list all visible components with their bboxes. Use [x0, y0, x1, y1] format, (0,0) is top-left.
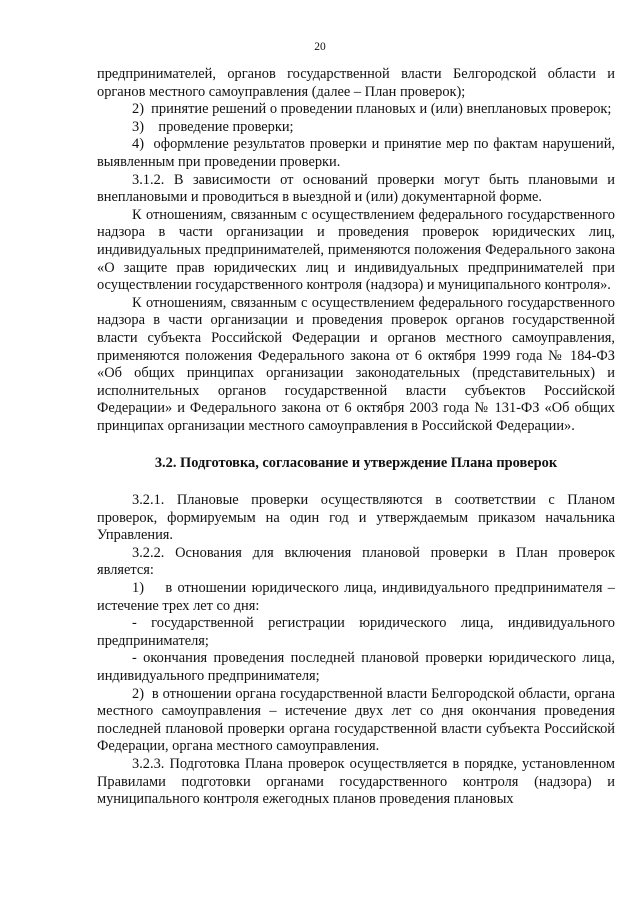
spacer: [97, 473, 615, 492]
dash-item-registration: - государственной регистрации юридического лица, индивидуального предпринимателя;: [97, 615, 615, 649]
list-item-4: 4) оформление результатов проверки и принятие мер по фактам нарушений, выявленным при проведении проверки.: [97, 136, 615, 170]
paragraph-federal-law-business: К отношениям, связанным с осуществлением федерального государственного надзора в части организации и проведения проверок юридических лиц, индивидуальных предпринимателей, применяются положения Федерального закона «О защите прав юридических лиц и индивидуальных предпринимателей при осуществлении государственного контроля (надзора) и муниципального контроля».: [97, 206, 615, 294]
paragraph-3-1-2: 3.1.2. В зависимости от оснований проверки могут быть плановыми и внеплановыми и проводиться в выездной и (или) документарной форме.: [97, 171, 615, 206]
list-item-2: 2) принятие решений о проведении плановых и (или) внеплановых проверок;: [132, 101, 612, 118]
page-number: 20: [314, 41, 326, 53]
section-heading: 3.2. Подготовка, согласование и утверждение Плана проверок: [154, 455, 558, 472]
spacer: [97, 435, 615, 455]
dash-item-last-inspection: - окончания проведения последней плановой проверки юридического лица, индивидуального предпринимателя;: [97, 650, 615, 684]
list-item-1-legal-entity: 1) в отношении юридического лица, индивидуального предпринимателя – истечение трех лет со дня:: [97, 580, 615, 614]
paragraph-3-2-2: 3.2.2. Основания для включения плановой проверки в План проверок является:: [97, 544, 615, 579]
paragraph-3-2-1: 3.2.1. Плановые проверки осуществляются в соответствии с Планом проверок, формируемым на один год и утверждаемым приказом начальника Управления.: [97, 492, 615, 544]
list-item-2-authority: 2) в отношении органа государственной власти Белгородской области, органа местного самоуправления – истечение двух лет со дня окончания проведения последней плановой проверки органа государственной власти субъекта Российской Федерации, органа местного самоуправления.: [97, 685, 615, 755]
paragraph-continuation: предпринимателей, органов государственной власти Белгородской области и органов местного самоуправления (далее – План проверок);: [97, 66, 615, 100]
list-item-3: 3) проведение проверки;: [132, 118, 294, 135]
paragraph-federal-law-authorities: К отношениям, связанным с осуществлением федерального государственного надзора в части организации и проведения проверок органов государственной власти субъекта Российской Федерации и органов местного самоуправления, применяются положения Федерального закона от 6 октября 1999 года № 184-ФЗ «Об общих принципах организации законодательных (представительных) и исполнительных органов государственной власти субъектов Российской Федерации» и Федерального закона от 6 октября 2003 года № 131-ФЗ «Об общих принципах организации местного самоуправления в Российской Федерации».: [97, 294, 615, 434]
document-body: [97, 66, 615, 809]
paragraph-3-2-3: 3.2.3. Подготовка Плана проверок осуществляется в порядке, установленном Правилами подготовки органами государственного контроля (надзора) и муниципального контроля ежегодных планов проведения плановых: [97, 755, 615, 808]
